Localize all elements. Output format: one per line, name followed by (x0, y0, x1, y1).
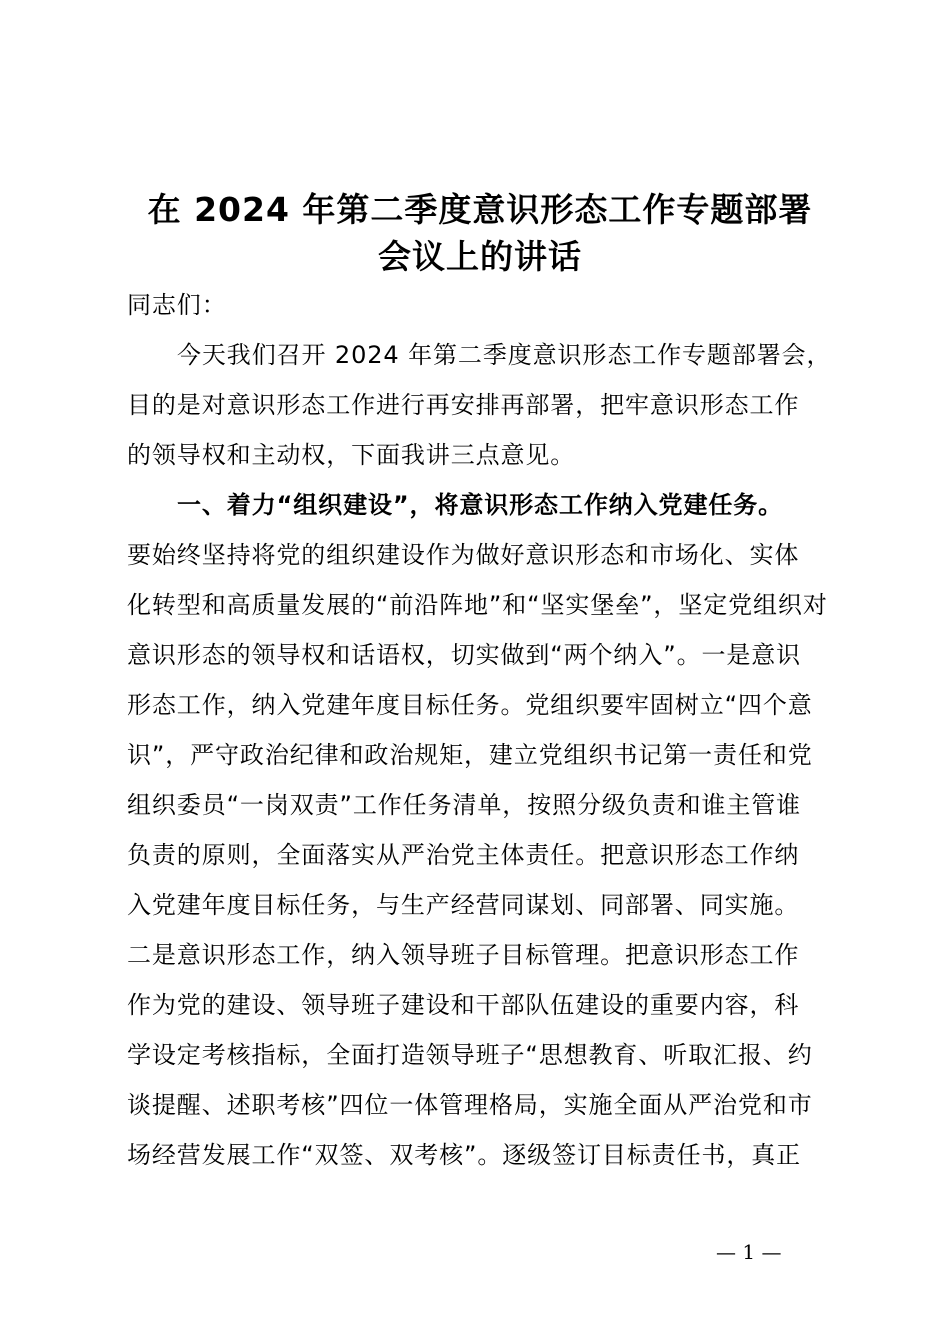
body-line: 谈提醒、述职考核”四位一体管理格局，实施全面从严治党和市 (127, 1091, 813, 1119)
body-line: 化转型和高质量发展的“前沿阵地”和“坚实堡垒”，坚定党组织对 (127, 591, 828, 619)
body-line: 要始终坚持将党的组织建设作为做好意识形态和市场化、实体 (127, 541, 800, 569)
body-line: 作为党的建设、领导班子建设和干部队伍建设的重要内容，科 (127, 991, 800, 1019)
body-line: 组织委员“一岗双责”工作任务清单，按照分级负责和谁主管谁 (127, 791, 802, 819)
body-line: 的领导权和主动权，下面我讲三点意见。 (127, 441, 576, 469)
body-line: 负责的原则，全面落实从严治党主体责任。把意识形态工作纳 (127, 841, 800, 869)
body-line: 形态工作，纳入党建年度目标任务。党组织要牢固树立“四个意 (127, 691, 813, 719)
document-title-line-1: 在 2024 年第二季度意识形态工作专题部署 (147, 190, 813, 229)
body-line: 今天我们召开 2024 年第二季度意识形态工作专题部署会， (177, 341, 832, 369)
body-line: 识”，严守政治纪律和政治规矩，建立党组织书记第一责任和党 (127, 741, 813, 769)
section-heading-1: 一、着力“组织建设”，将意识形态工作纳入党建任务。 (177, 491, 784, 519)
body-line: 学设定考核指标，全面打造领导班子“思想教育、听取汇报、约 (127, 1041, 813, 1069)
body-line: 目的是对意识形态工作进行再安排再部署，把牢意识形态工作 (127, 391, 800, 419)
body-line: 入党建年度目标任务，与生产经营同谋划、同部署、同实施。 (127, 891, 800, 919)
page-number: — 1 — (716, 1240, 782, 1264)
salutation: 同志们： (127, 291, 227, 319)
body-line: 场经营发展工作“双签、双考核”。逐级签订目标责任书，真正 (127, 1141, 802, 1169)
document-title-line-2: 会议上的讲话 (378, 237, 582, 276)
body-line: 意识形态的领导权和话语权，切实做到“两个纳入”。一是意识 (127, 641, 802, 669)
body-line: 二是意识形态工作，纳入领导班子目标管理。把意识形态工作 (127, 941, 800, 969)
